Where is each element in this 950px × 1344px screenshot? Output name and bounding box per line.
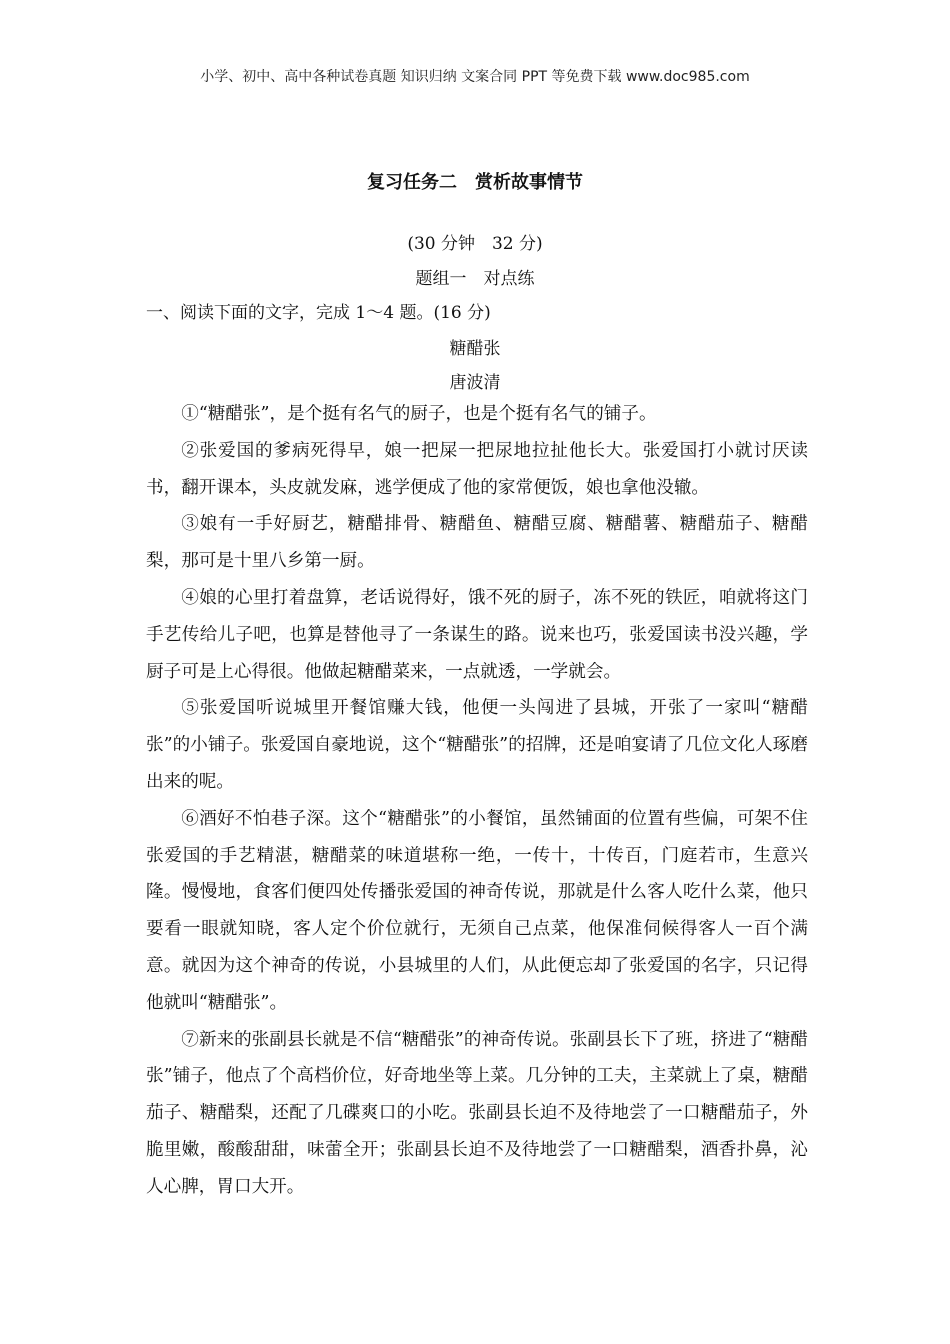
question-group: 题组一 对点练	[415, 269, 535, 289]
page-title: 复习任务二 赏析故事情节	[367, 172, 583, 193]
story-author: 唐波清	[449, 373, 501, 393]
paragraph-7: ⑦新来的张副县长就是不信“糖醋张”的神奇传说。张副县长下了班，挤进了“糖醋张”铺子，他点了个高档价位，好奇地坐等上菜。几分钟的工夫，主菜就上了桌，糖醋茄子、糖醋梨，还配了几碟爽口的小吃。张副县长迫不及待地尝了一口糖醋茄子，外脆里嫩，酸酸甜甜，味蕾全开；张副县长迫不及待地尝了一口糖醋梨，酒香扑鼻，沁人心脾，胃口大开。	[146, 1029, 808, 1197]
page-header: 小学、初中、高中各种试卷真题 知识归纳 文案合同 PPT 等免费下载 www.doc985.com	[200, 69, 750, 85]
time-score: (30 分钟 32 分)	[407, 234, 543, 254]
instruction: 一、阅读下面的文字，完成 1～4 题。(16 分)	[146, 303, 491, 323]
paragraph-3: ③娘有一手好厨艺，糖醋排骨、糖醋鱼、糖醋豆腐、糖醋薯、糖醋茄子、糖醋梨，那可是十里八乡第一厨。	[146, 514, 808, 572]
paragraph-1: ①“糖醋张”，是个挺有名气的厨子，也是个挺有名气的铺子。	[181, 404, 657, 424]
paragraph-5: ⑤张爱国听说城里开餐馆赚大钱，他便一头闯进了县城，开张了一家叫“糖醋张”的小铺子。张爱国自豪地说，这个“糖醋张”的招牌，还是咱宴请了几位文化人琢磨出来的呢。	[146, 698, 808, 792]
story-body	[146, 396, 808, 1206]
paragraph-6: ⑥酒好不怕巷子深。这个“糖醋张”的小餐馆，虽然铺面的位置有些偏，可架不住张爱国的手艺精湛，糖醋菜的味道堪称一绝，一传十，十传百，门庭若市，生意兴隆。慢慢地，食客们便四处传播张爱国的神奇传说，那就是什么客人吃什么菜，他只要看一眼就知晓，客人定个价位就行，无须自己点菜，他保准伺候得客人一百个满意。就因为这个神奇的传说，小县城里的人们，从此便忘却了张爱国的名字，只记得他就叫“糖醋张”。	[146, 808, 808, 1013]
story-title: 糖醋张	[449, 339, 501, 359]
paragraph-4: ④娘的心里打着盘算，老话说得好，饿不死的厨子，冻不死的铁匠，咱就将这门手艺传给儿子吧，也算是替他寻了一条谋生的路。说来也巧，张爱国读书没兴趣，学厨子可是上心得很。他做起糖醋菜来，一点就透，一学就会。	[146, 587, 808, 682]
paragraph-2: ②张爱国的爹病死得早，娘一把屎一把尿地拉扯他长大。张爱国打小就讨厌读书，翻开课本，头皮就发麻，逃学便成了他的家常便饭，娘也拿他没辙。	[146, 440, 808, 498]
